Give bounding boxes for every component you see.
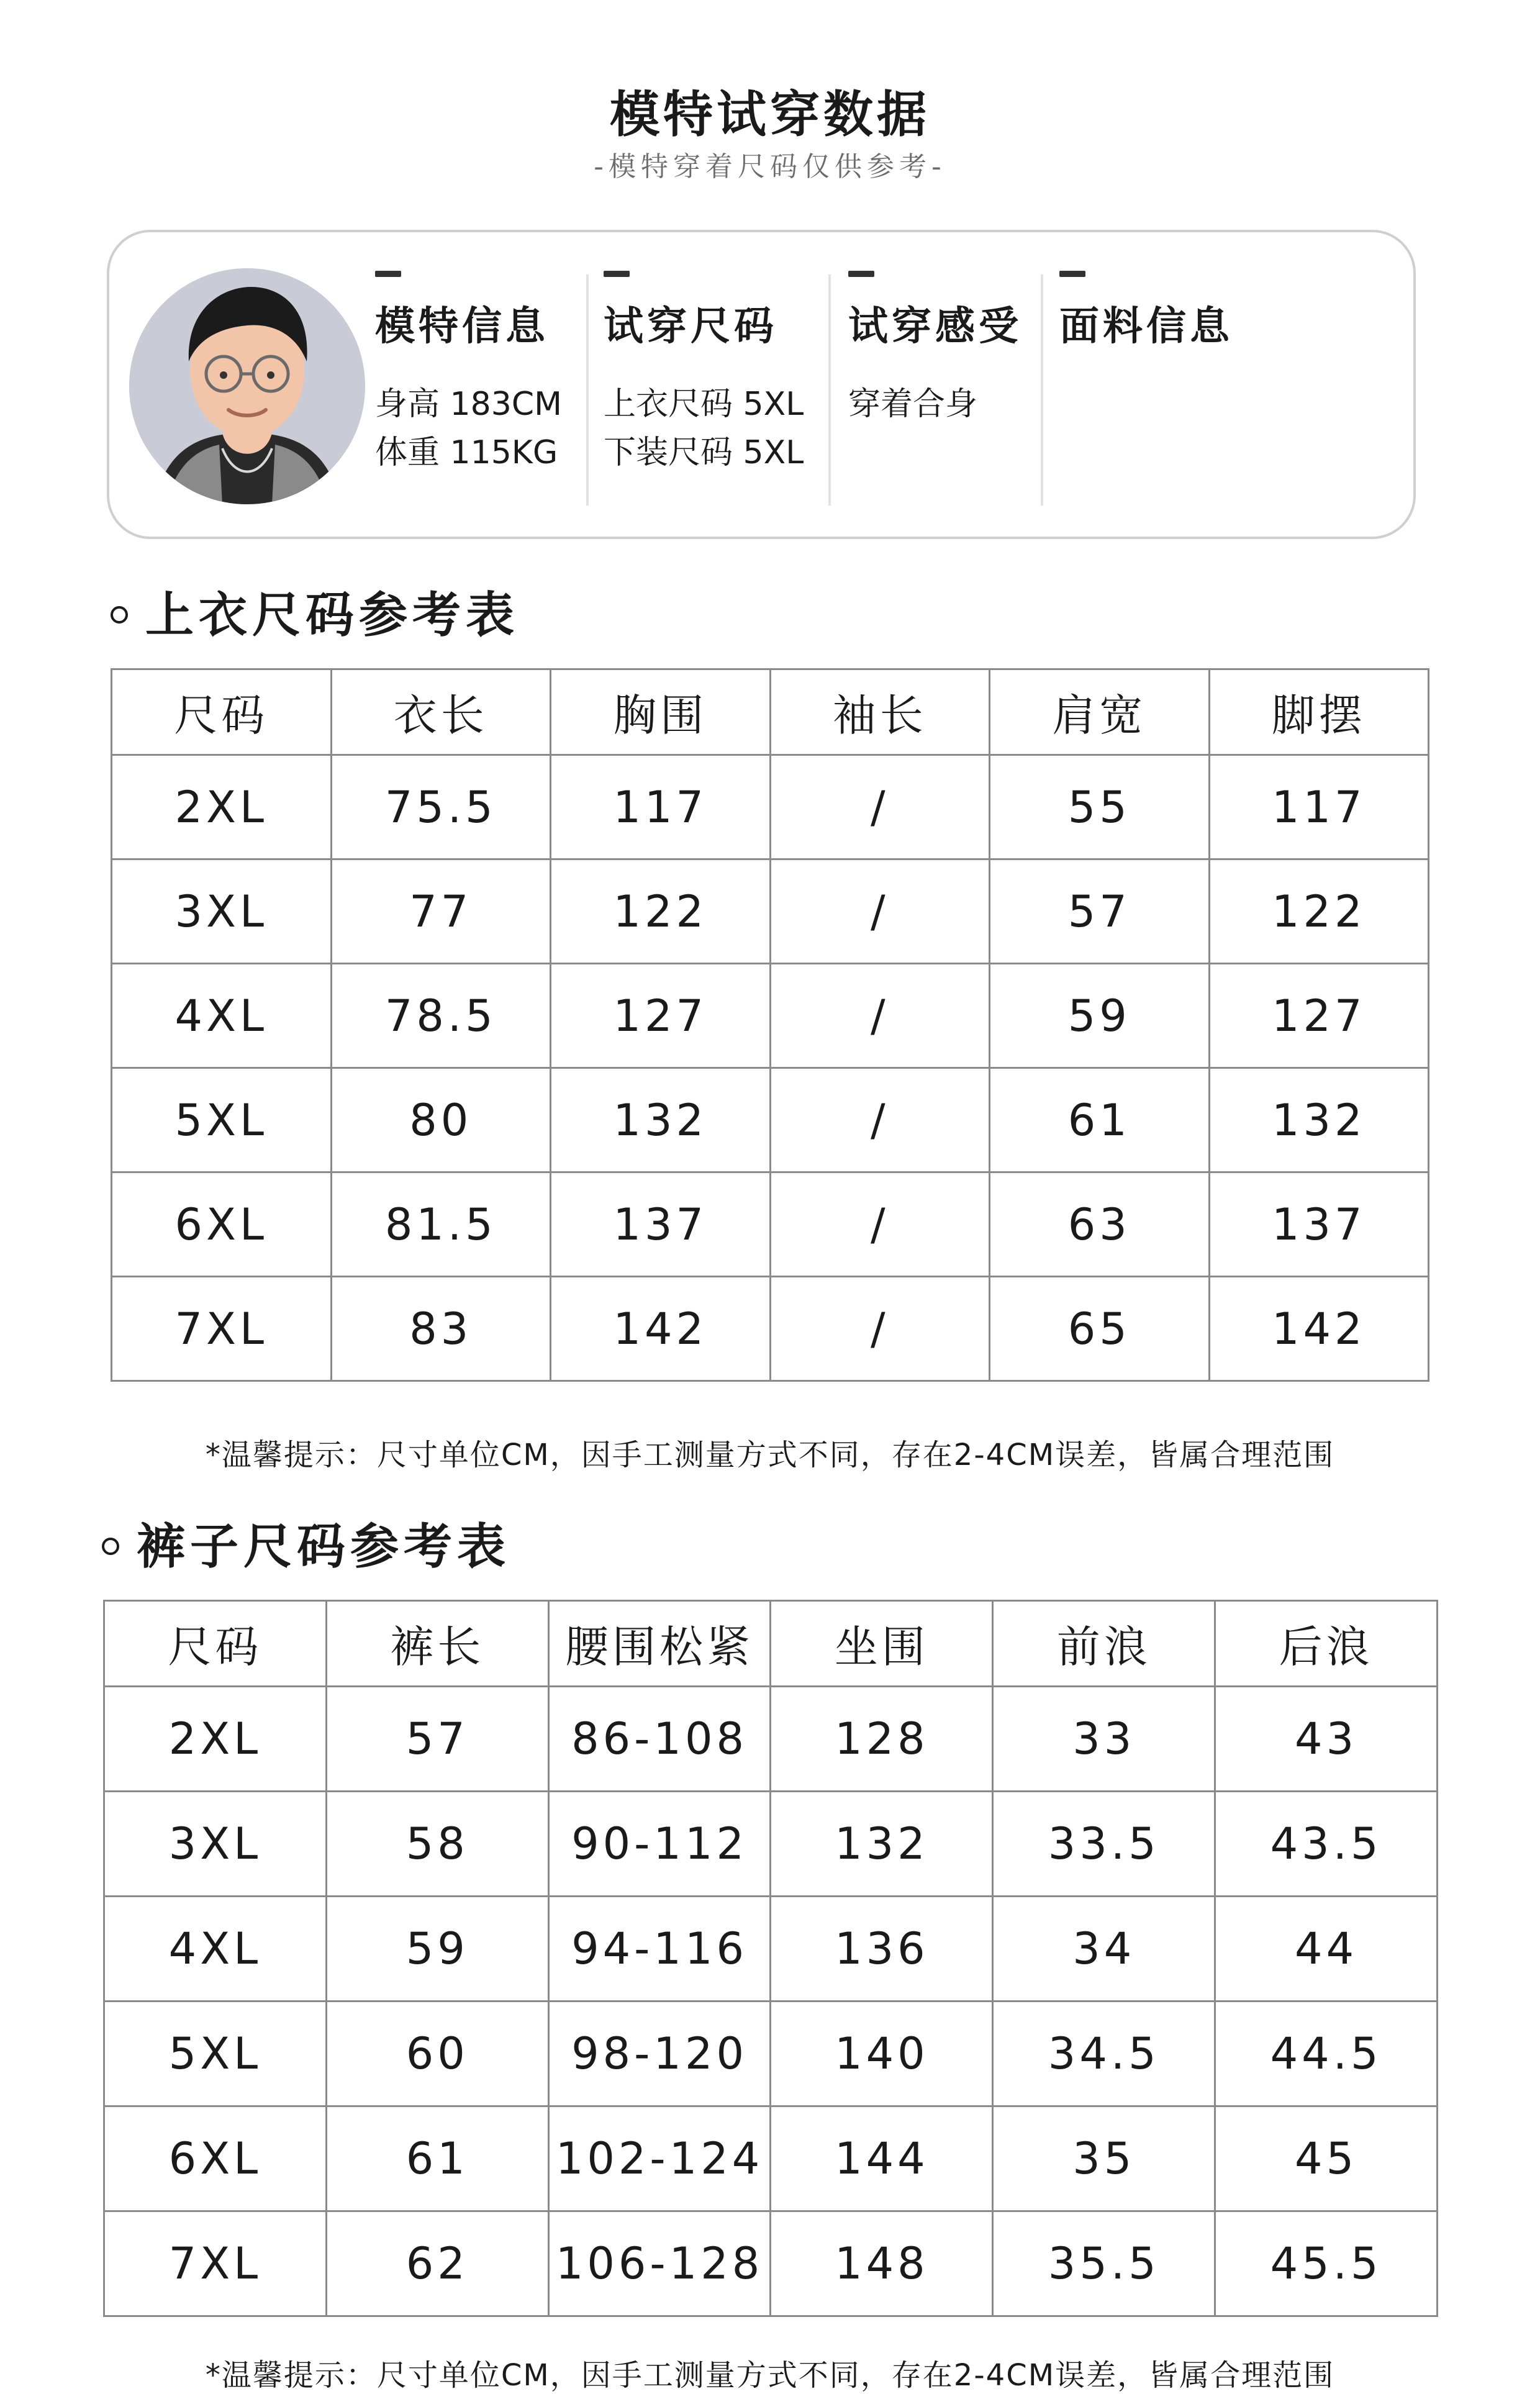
table-cell: 106-128 <box>548 2211 771 2316</box>
table-cell: 35 <box>993 2106 1215 2211</box>
fit-feel-column <box>848 271 1053 507</box>
table-cell: / <box>770 964 990 1068</box>
table-cell: 132 <box>1209 1068 1429 1172</box>
table-row <box>112 964 1429 1068</box>
table-cell: 61 <box>990 1068 1210 1172</box>
table-cell: 65 <box>990 1277 1210 1381</box>
table-cell: 57 <box>990 859 1210 964</box>
table-cell: 142 <box>1209 1277 1429 1381</box>
col-header: 衣长 <box>331 669 551 755</box>
table-cell: 80 <box>331 1068 551 1172</box>
table-cell: / <box>770 1068 990 1172</box>
table-cell: 86-108 <box>548 1687 771 1792</box>
table-cell: / <box>770 1277 990 1381</box>
table-cell: 127 <box>551 964 771 1068</box>
table-cell: 3XL <box>112 859 332 964</box>
table-cell: 127 <box>1209 964 1429 1068</box>
model-portrait-icon <box>129 268 365 504</box>
model-height: 身高 183CM <box>375 386 562 423</box>
table-cell: 132 <box>771 1792 993 1897</box>
table-cell: 62 <box>326 2211 548 2316</box>
table-cell: 94-116 <box>548 1897 771 2002</box>
dash-mark <box>375 271 401 277</box>
table-cell: 59 <box>326 1897 548 2002</box>
table-cell: 2XL <box>104 1687 327 1792</box>
table-cell: 35.5 <box>993 2211 1215 2316</box>
col-header: 腰围松紧 <box>548 1601 771 1687</box>
table-row <box>112 1172 1429 1277</box>
table-cell: 45.5 <box>1215 2211 1438 2316</box>
table-cell: / <box>770 755 990 859</box>
model-weight: 体重 115KG <box>375 434 558 471</box>
top-size: 上衣尺码 5XL <box>604 386 804 423</box>
table-cell: 117 <box>551 755 771 859</box>
col-header: 尺码 <box>112 669 332 755</box>
table-cell: 140 <box>771 2002 993 2106</box>
col-header: 尺码 <box>104 1601 327 1687</box>
table-cell: 43.5 <box>1215 1792 1438 1897</box>
column-divider <box>828 274 831 506</box>
table-cell: 78.5 <box>331 964 551 1068</box>
table-row <box>104 1897 1438 2002</box>
dash-mark <box>848 271 874 277</box>
table-row <box>112 1277 1429 1381</box>
pants-section-title-text: 裤子尺码参考表 <box>137 1519 511 1575</box>
col-header: 裤长 <box>326 1601 548 1687</box>
table-cell: 142 <box>551 1277 771 1381</box>
table-cell: 132 <box>551 1068 771 1172</box>
table-row <box>112 1068 1429 1172</box>
table-row <box>104 1792 1438 1897</box>
table-cell: 98-120 <box>548 2002 771 2106</box>
try-size-lines <box>604 380 846 477</box>
table-cell: 58 <box>326 1792 548 1897</box>
table-cell: 77 <box>331 859 551 964</box>
table-cell: / <box>770 859 990 964</box>
page-title: 模特试穿数据 <box>610 86 930 143</box>
column-divider <box>1041 274 1043 506</box>
table-cell: 44.5 <box>1215 2002 1438 2106</box>
table-cell: 60 <box>326 2002 548 2106</box>
dash-mark <box>1059 271 1085 277</box>
table-cell: 34 <box>993 1897 1215 2002</box>
column-divider <box>586 274 589 506</box>
table-cell: 83 <box>331 1277 551 1381</box>
fabric-info-heading: 面料信息 <box>1059 304 1233 350</box>
col-header: 脚摆 <box>1209 669 1429 755</box>
table-row <box>104 2211 1438 2316</box>
table-cell: 2XL <box>112 755 332 859</box>
bullet-dot-icon <box>111 606 128 623</box>
fit-feel-lines <box>848 380 1053 428</box>
table-cell: 81.5 <box>331 1172 551 1277</box>
table-cell: 90-112 <box>548 1792 771 1897</box>
col-header: 坐围 <box>771 1601 993 1687</box>
table-cell: 122 <box>1209 859 1429 964</box>
table-cell: 3XL <box>104 1792 327 1897</box>
model-avatar <box>129 268 365 504</box>
table-row <box>104 1687 1438 1792</box>
table-cell: 61 <box>326 2106 548 2211</box>
table-cell: 128 <box>771 1687 993 1792</box>
table-cell: 144 <box>771 2106 993 2211</box>
table-cell: 4XL <box>104 1897 327 2002</box>
table-cell: 55 <box>990 755 1210 859</box>
table-cell: 5XL <box>104 2002 327 2106</box>
fit-feel-text: 穿着合身 <box>848 386 978 423</box>
col-header: 肩宽 <box>990 669 1210 755</box>
page-subtitle: -模特穿着尺码仅供参考- <box>594 151 946 183</box>
try-size-column <box>604 271 846 507</box>
table-cell: 5XL <box>112 1068 332 1172</box>
table-cell: / <box>770 1172 990 1277</box>
table-cell: 6XL <box>112 1172 332 1277</box>
model-info-lines <box>375 380 586 477</box>
pants-measurement-tip: *温馨提示：尺寸单位CM，因手工测量方式不同，存在2-4CM误差，皆属合理范围 <box>205 2358 1335 2393</box>
model-info-column <box>375 271 586 507</box>
col-header: 前浪 <box>993 1601 1215 1687</box>
table-cell: 4XL <box>112 964 332 1068</box>
fabric-info-column <box>1059 271 1283 507</box>
tops-section-title <box>111 576 519 646</box>
bottom-size: 下装尺码 5XL <box>604 434 804 471</box>
table-row <box>112 859 1429 964</box>
table-cell: 7XL <box>112 1277 332 1381</box>
fit-feel-heading: 试穿感受 <box>848 304 1022 350</box>
table-cell: 148 <box>771 2211 993 2316</box>
dash-mark <box>604 271 630 277</box>
table-cell: 33 <box>993 1687 1215 1792</box>
table-header-row <box>112 669 1429 755</box>
table-cell: 136 <box>771 1897 993 2002</box>
table-cell: 102-124 <box>548 2106 771 2211</box>
table-cell: 44 <box>1215 1897 1438 2002</box>
table-cell: 45 <box>1215 2106 1438 2211</box>
pants-size-table <box>103 1600 1438 2317</box>
table-row <box>112 755 1429 859</box>
table-row <box>104 2106 1438 2211</box>
bullet-dot-icon <box>102 1538 119 1555</box>
table-row <box>104 2002 1438 2106</box>
table-cell: 117 <box>1209 755 1429 859</box>
table-cell: 122 <box>551 859 771 964</box>
model-info-card <box>107 230 1416 539</box>
table-cell: 75.5 <box>331 755 551 859</box>
tops-measurement-tip: *温馨提示：尺寸单位CM，因手工测量方式不同，存在2-4CM误差，皆属合理范围 <box>205 1438 1335 1472</box>
table-cell: 137 <box>1209 1172 1429 1277</box>
table-cell: 57 <box>326 1687 548 1792</box>
table-cell: 33.5 <box>993 1792 1215 1897</box>
table-cell: 34.5 <box>993 2002 1215 2106</box>
table-cell: 43 <box>1215 1687 1438 1792</box>
table-cell: 137 <box>551 1172 771 1277</box>
col-header: 袖长 <box>770 669 990 755</box>
tops-size-table <box>111 668 1429 1382</box>
pants-section-title <box>102 1508 510 1577</box>
table-cell: 7XL <box>104 2211 327 2316</box>
table-cell: 63 <box>990 1172 1210 1277</box>
col-header: 后浪 <box>1215 1601 1438 1687</box>
table-header-row <box>104 1601 1438 1687</box>
col-header: 胸围 <box>551 669 771 755</box>
table-cell: 59 <box>990 964 1210 1068</box>
try-size-heading: 试穿尺码 <box>604 304 777 350</box>
model-info-heading: 模特信息 <box>375 304 549 350</box>
tops-section-title-text: 上衣尺码参考表 <box>145 587 520 643</box>
table-cell: 6XL <box>104 2106 327 2211</box>
